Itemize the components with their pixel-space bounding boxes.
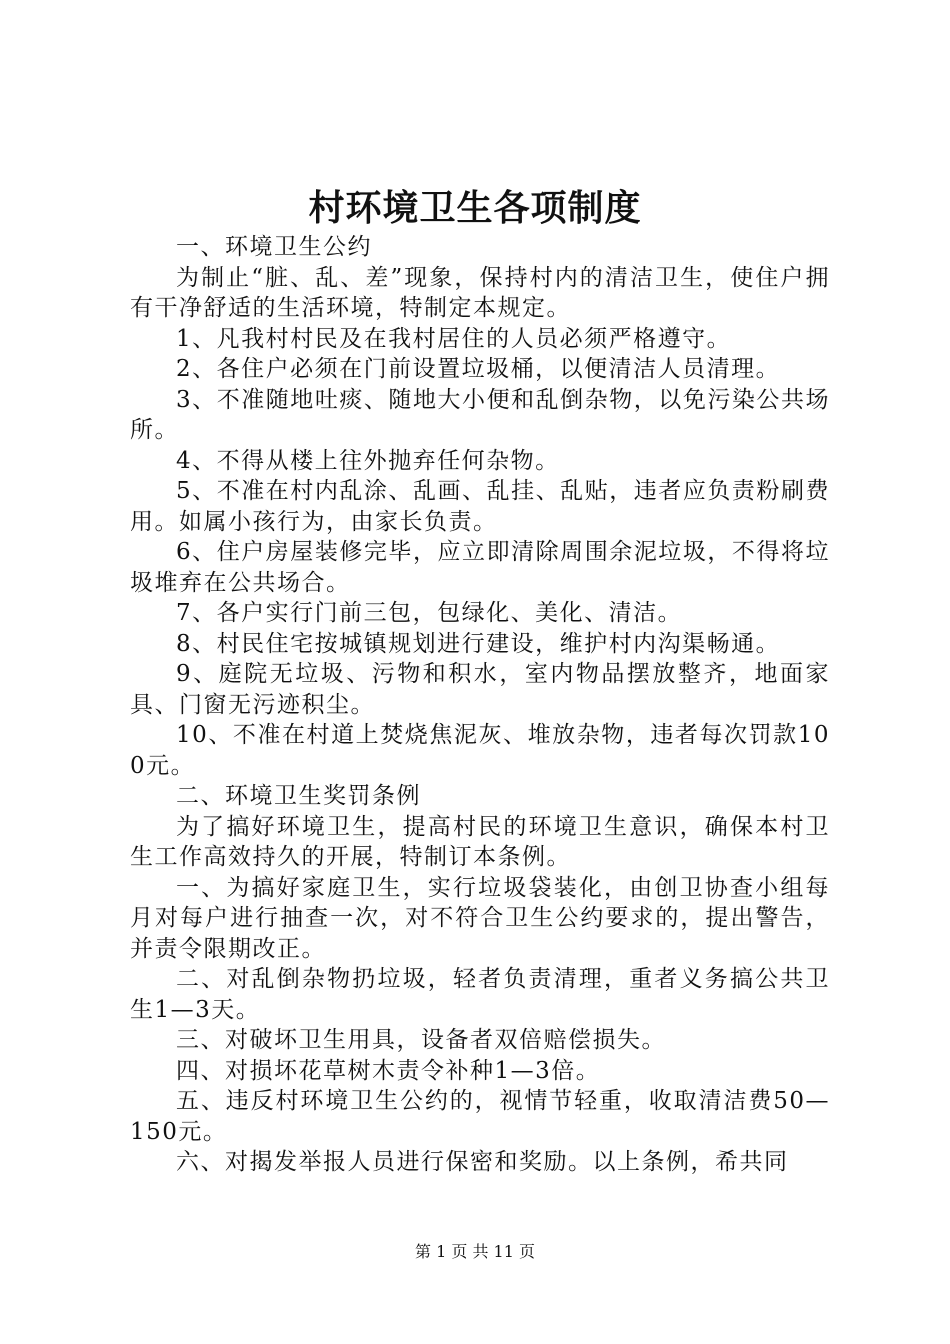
- paragraph: 一、为搞好家庭卫生，实行垃圾袋装化，由创卫协查小组每月对每户进行抽查一次，对不符合卫生公约要求的，提出警告，并责令限期改正。: [130, 874, 830, 962]
- paragraph: 10、不准在村道上焚烧焦泥灰、堆放杂物，违者每次罚款100元。: [130, 722, 830, 779]
- paragraph: 7、各户实行门前三包，包绿化、美化、清洁。: [176, 600, 683, 626]
- section-heading: 一、环境卫生公约: [176, 234, 372, 260]
- section-heading: 二、环境卫生奖罚条例: [176, 783, 421, 809]
- paragraph: 6、住户房屋装修完毕，应立即清除周围余泥垃圾，不得将垃圾堆弃在公共场合。: [130, 539, 830, 596]
- document-title: 村环境卫生各项制度: [308, 187, 642, 229]
- paragraph: 三、对破坏卫生用具，设备者双倍赔偿损失。: [176, 1027, 666, 1053]
- paragraph: 为了搞好环境卫生，提高村民的环境卫生意识，确保本村卫生工作高效持久的开展，特制订本条例。: [130, 813, 830, 870]
- paragraph: 为制止“脏、乱、差”现象，保持村内的清洁卫生，使住户拥有干净舒适的生活环境，特制定本规定。: [130, 264, 830, 321]
- paragraph: 9、庭院无垃圾、污物和积水，室内物品摆放整齐，地面家具、门窗无污迹积尘。: [130, 661, 830, 718]
- paragraph: 五、违反村环境卫生公约的，视情节轻重，收取清洁费50—150元。: [130, 1088, 830, 1145]
- paragraph: 2、各住户必须在门前设置垃圾桶，以便清洁人员清理。: [176, 356, 781, 382]
- paragraph: 8、村民住宅按城镇规划进行建设，维护村内沟渠畅通。: [176, 630, 781, 657]
- document-body: [130, 232, 830, 1178]
- paragraph: 六、对揭发举报人员进行保密和奖励。以上条例，希共同: [176, 1149, 789, 1175]
- paragraph: 四、对损坏花草树木责令补种1—3倍。: [176, 1057, 601, 1084]
- paragraph: 5、不准在村内乱涂、乱画、乱挂、乱贴，违者应负责粉刷费用。如属小孩行为，由家长负责。: [130, 478, 830, 535]
- paragraph: 3、不准随地吐痰、随地大小便和乱倒杂物，以免污染公共场所。: [130, 386, 830, 443]
- paragraph: 4、不得从楼上往外抛弃任何杂物。: [176, 447, 560, 474]
- paragraph: 二、对乱倒杂物扔垃圾，轻者负责清理，重者义务搞公共卫生1—3天。: [130, 966, 830, 1023]
- page-number: 第 1 页 共 11 页: [415, 1242, 535, 1261]
- paragraph: 1、凡我村村民及在我村居住的人员必须严格遵守。: [176, 325, 732, 352]
